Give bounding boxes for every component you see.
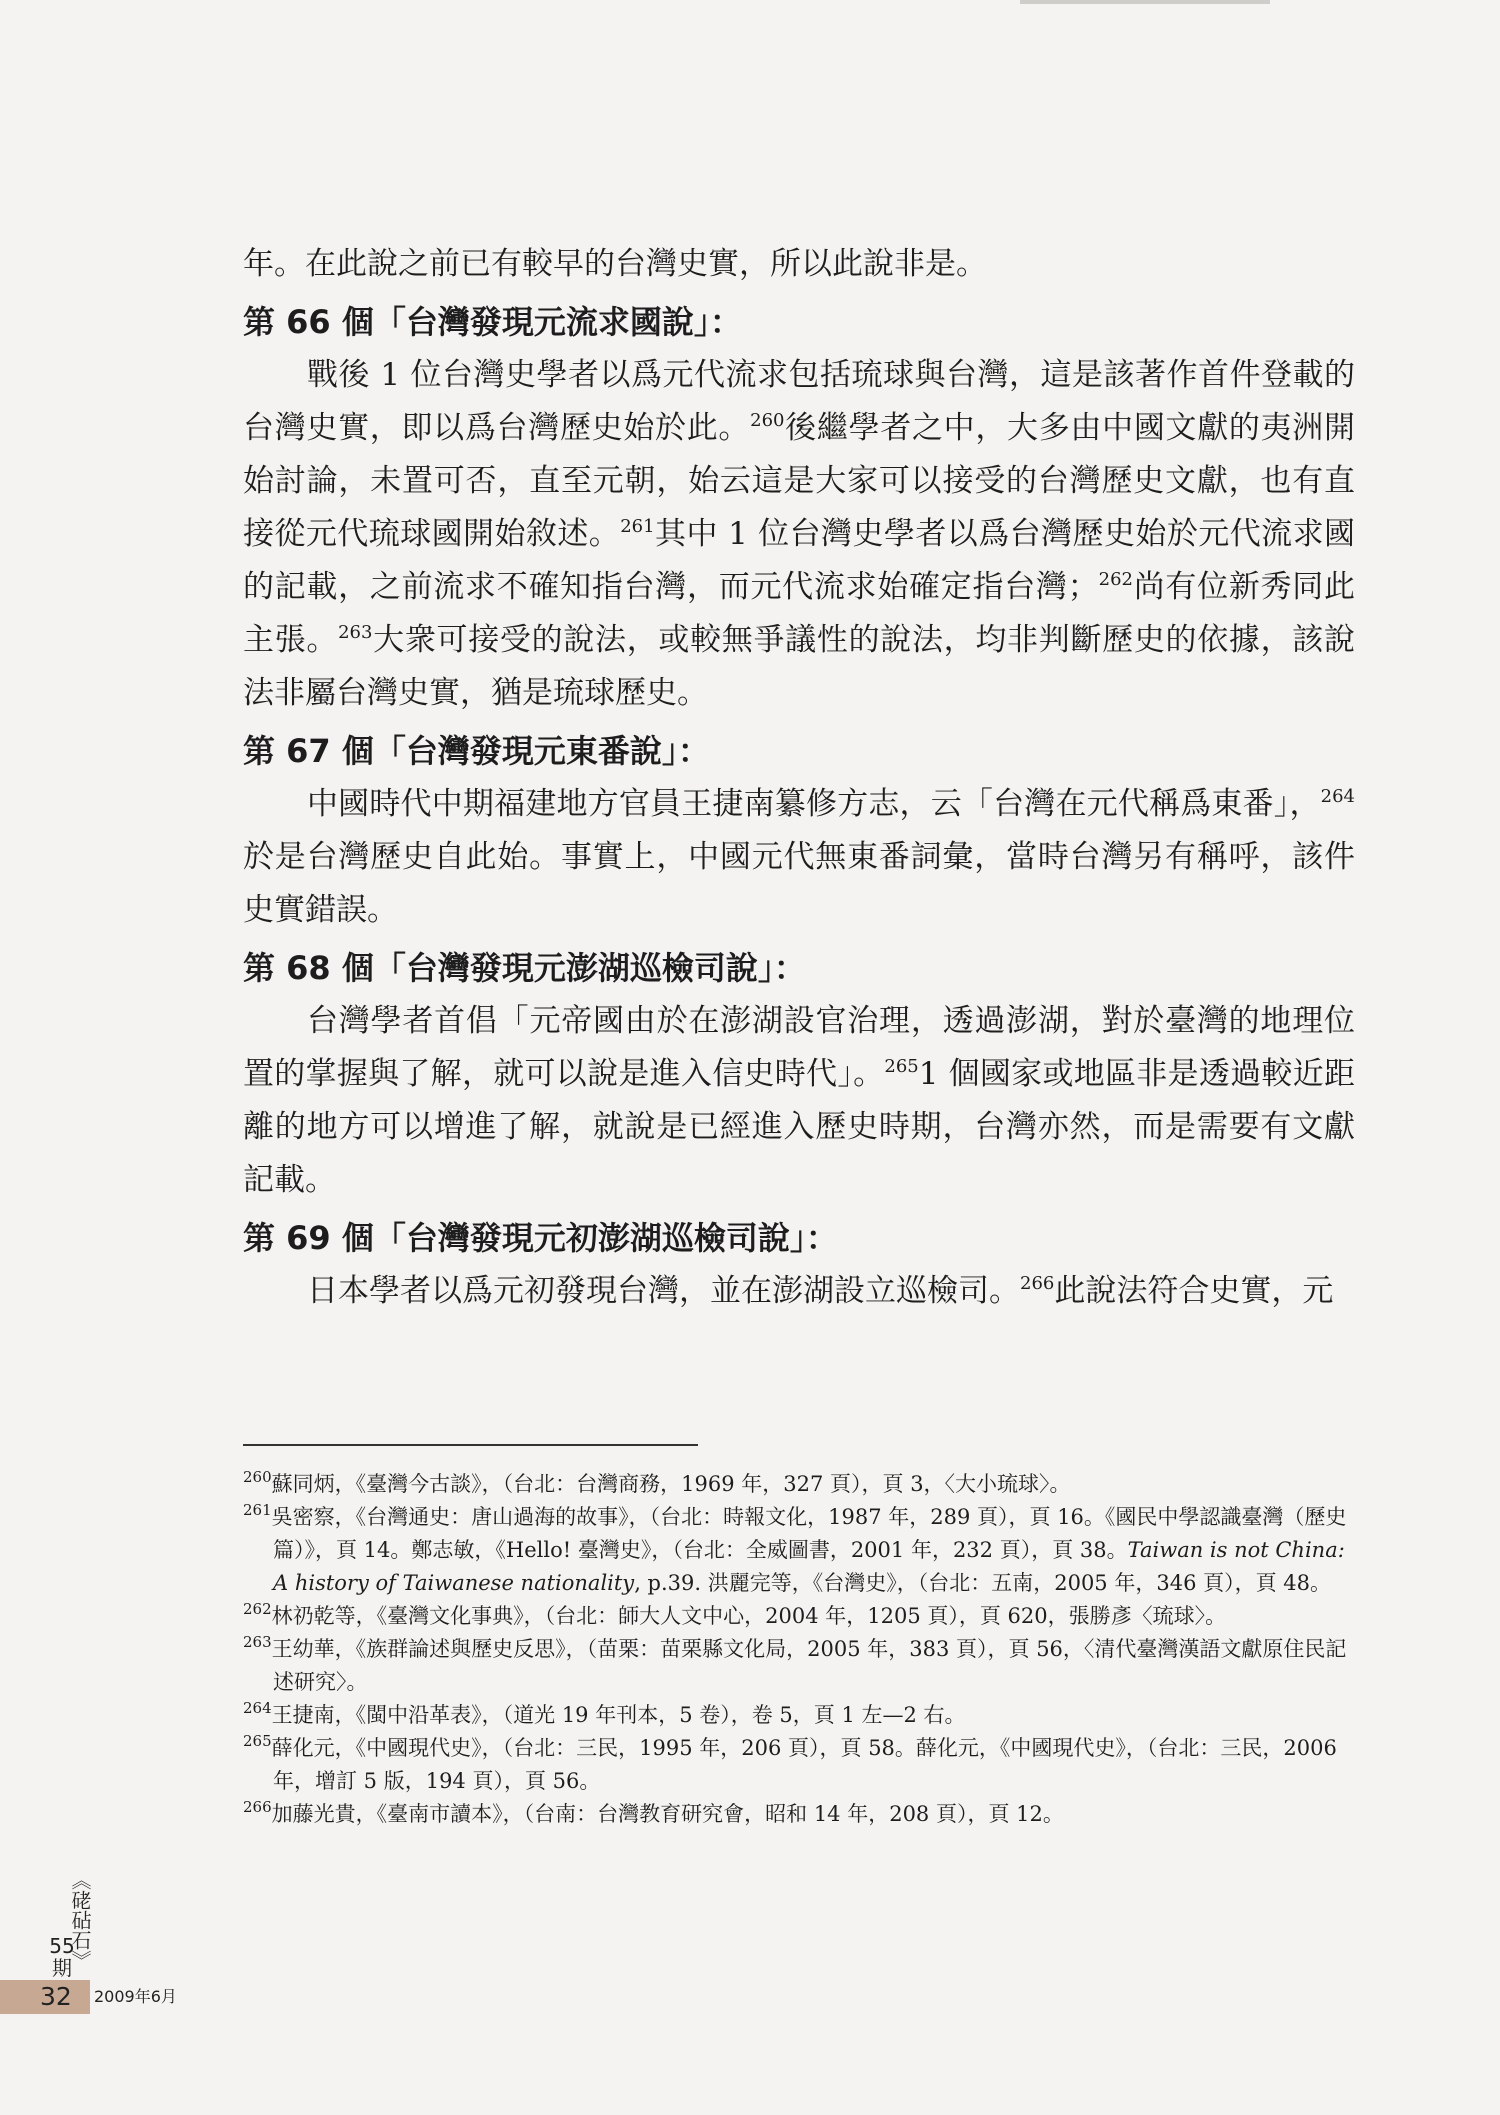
paragraph-text: 戰後 1 位台灣史學者以爲元代流求包括琉球與台灣，這是該著作首件登載的台灣史實，即以爲台灣歷史始於此。 [243, 357, 1355, 446]
paragraph-69 [243, 1265, 1355, 1318]
footnote-ref: 265 [884, 1056, 919, 1077]
footnote-divider [243, 1444, 698, 1446]
paragraph-text: 尚有位新秀同此主張。 [243, 569, 1355, 658]
footnotes [243, 1468, 1355, 1831]
footnote-number: 265 [243, 1732, 272, 1750]
footnote-261 [243, 1501, 1355, 1600]
paragraph-text: 大衆可接受的說法，或較無爭議性的說法，均非判斷歷史的依據，該說法非屬台灣史實，猶是琉球歷史。 [243, 622, 1356, 711]
paragraph-text: 年。在此說之前已有較早的台灣史實，所以此說非是。 [243, 246, 987, 282]
footnote-ref: 263 [338, 622, 373, 643]
paragraph-continued [243, 238, 1355, 291]
footnote-number: 263 [243, 1633, 272, 1651]
footnote-266 [243, 1798, 1355, 1831]
footnote-ref: 261 [620, 516, 655, 537]
footnote-text: 王幼華，《族群論述與歷史反思》，（苗栗：苗栗縣文化局，2005 年，383 頁），頁 56，〈清代臺灣漢語文獻原住民記述研究〉。 [271, 1637, 1347, 1694]
footnote-265 [243, 1732, 1355, 1798]
footnote-263 [243, 1633, 1355, 1699]
footnote-number: 264 [243, 1699, 272, 1717]
footnote-italic-title: Taiwan is not China: A history of Taiwanese nationality [273, 1538, 1345, 1595]
footnote-number: 260 [243, 1468, 272, 1486]
footnote-text: 蘇同炳，《臺灣今古談》，（台北：台灣商務，1969 年，327 頁），頁 3，〈大小琉球〉。 [271, 1472, 1071, 1496]
journal-title: 《硓砧石》 [68, 1870, 92, 1970]
paragraph-text: 台灣學者首倡「元帝國由於在澎湖設官治理，透過澎湖，對於臺灣的地理位置的掌握與了解，就可以說是進入信史時代」。 [243, 1003, 1355, 1092]
footnote-text: 加藤光貴，《臺南市讀本》，（台南：台灣教育研究會，昭和 14 年，208 頁），頁 12。 [271, 1802, 1064, 1826]
paragraph-text: 此說法符合史實，元 [1054, 1273, 1334, 1309]
footnote-number: 266 [243, 1798, 272, 1816]
paragraph-67 [243, 778, 1355, 937]
heading-66: 第 66 個「台灣發現元流求國說」： [243, 303, 742, 341]
footnote-number: 262 [243, 1600, 272, 1618]
paragraph-text: 日本學者以爲元初發現台灣，並在澎湖設立巡檢司。 [307, 1273, 1020, 1309]
issue-date: 2009年6月 [94, 1987, 177, 2006]
footnote-ref: 262 [1098, 569, 1133, 590]
page-number: 32 [40, 1982, 72, 2011]
footnote-text: 林礽乾等，《臺灣文化事典》，（台北：師大人文中心，2004 年，1205 頁），頁 620，張勝彥〈琉球〉。 [271, 1604, 1227, 1628]
heading-67: 第 67 個「台灣發現元東番說」： [243, 732, 710, 770]
paragraph-66 [243, 349, 1355, 720]
paragraph-text: 其中 1 位台灣史學者以爲台灣歷史始於元代流求國的記載，之前流求不確知指台灣，而元代流求始確定指台灣； [243, 516, 1355, 605]
heading-68: 第 68 個「台灣發現元澎湖巡檢司說」： [243, 949, 806, 987]
issue-number: 55期 [49, 1934, 75, 1980]
paragraph-text: 後繼學者之中，大多由中國文獻的夷洲開始討論，未置可否，直至元朝，始云這是大家可以接受的台灣歷史文獻，也有直接從元代琉球國開始敘述。 [243, 410, 1355, 552]
footnote-264 [243, 1699, 1355, 1732]
main-text [243, 238, 1355, 1318]
footnote-ref: 266 [1020, 1273, 1055, 1294]
top-edge-mark [1020, 0, 1270, 4]
footnote-262 [243, 1600, 1355, 1633]
paragraph-text: 1 個國家或地區非是透過較近距離的地方可以增進了解，就說是已經進入歷史時期，台灣亦然，而是需要有文獻記載。 [243, 1056, 1355, 1198]
footnote-text: 吳密察，《台灣通史：唐山過海的故事》，（台北：時報文化，1987 年，289 頁），頁 16。《國民中學認識臺灣（歷史篇）》，頁 14。鄭志敏，《Hello! 臺灣史》，（台北：全威圖書，2001 年，232 頁），頁 38。 [271, 1505, 1347, 1562]
footnote-ref: 264 [1320, 786, 1355, 807]
footnote-text: 薛化元，《中國現代史》，（台北：三民，1995 年，206 頁），頁 58。薛化元，《中國現代史》，（台北：三民，2006 年，增訂 5 版，194 頁），頁 56。 [271, 1736, 1337, 1793]
footnote-text: , p.39. 洪麗完等，《台灣史》，（台北：五南，2005 年，346 頁），頁 48。 [634, 1571, 1331, 1595]
paragraph-68 [243, 995, 1355, 1207]
heading-69: 第 69 個「台灣發現元初澎湖巡檢司說」： [243, 1219, 838, 1257]
paragraph-text: 於是台灣歷史自此始。事實上，中國元代無東番詞彙，當時台灣另有稱呼，該件史實錯誤。 [243, 839, 1355, 928]
paragraph-text: 中國時代中期福建地方官員王捷南纂修方志，云「台灣在元代稱爲東番」， [307, 786, 1321, 822]
footnote-number: 261 [243, 1501, 272, 1519]
footnote-260 [243, 1468, 1355, 1501]
footnote-text: 王捷南，《閩中沿革表》，（道光 19 年刊本，5 卷），卷 5，頁 1 左—2 右。 [271, 1703, 966, 1727]
footnote-ref: 260 [750, 410, 785, 431]
